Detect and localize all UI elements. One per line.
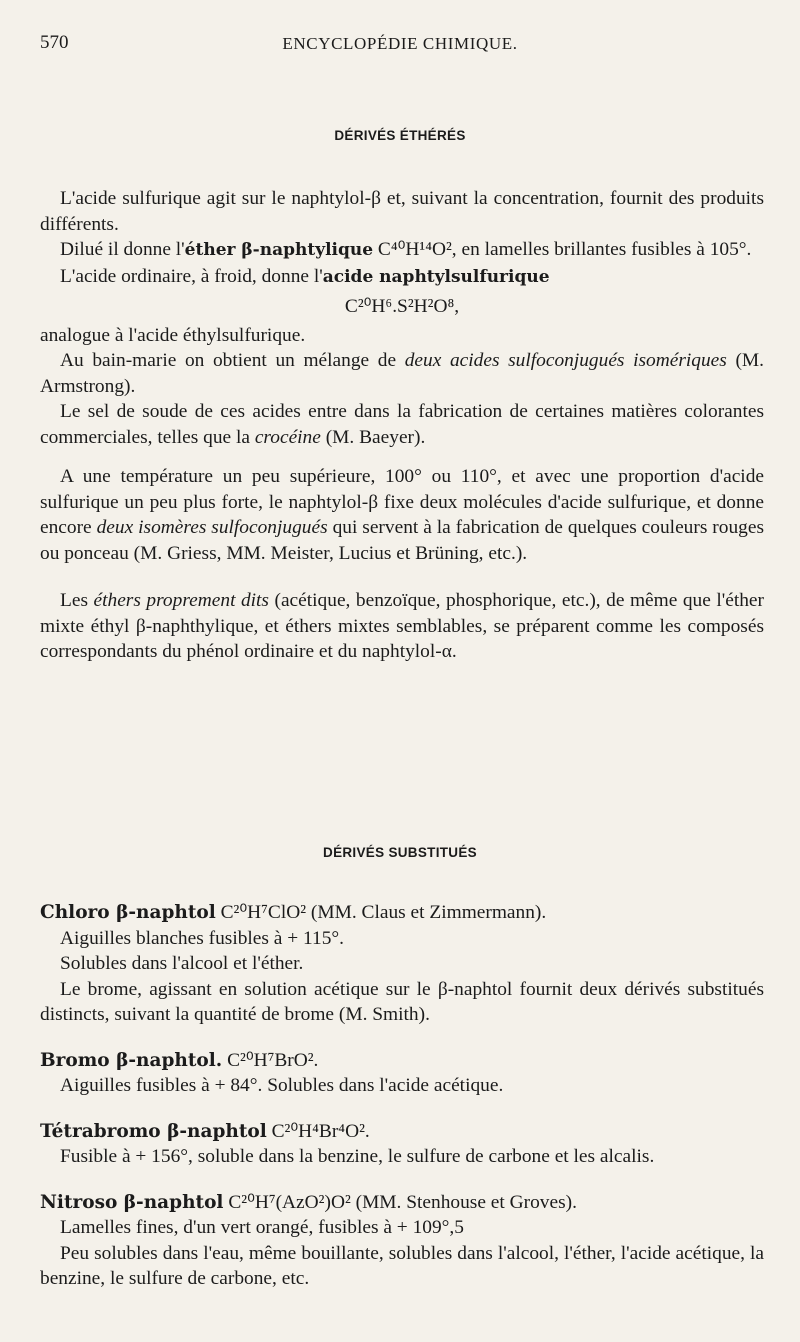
compound-name: Tétrabromo β-naphtol (40, 1120, 267, 1142)
paragraph: Lamelles fines, d'un vert orangé, fusibles à + 109°,5 (60, 1217, 464, 1238)
formula: C²⁰H⁶.S²H²O⁸, (344, 296, 460, 317)
paragraph: Les éthers proprement dits (acétique, benzoïque, phosphorique, etc.), de même que l'éther mixte éthyl β-naphthylique, et éthers mixtes semblables, se préparent comme les composés correspondants du phénol ordinaire et du naphtylol-α. (40, 590, 764, 662)
paragraph: Fusible à + 156°, soluble dans la benzine, le sulfure de carbone et les alcalis. (60, 1146, 655, 1167)
compound-name: Bromo β-naphtol. (40, 1049, 223, 1071)
page-number: 570 (40, 32, 69, 53)
compound-term: éther β-naphtylique (184, 240, 374, 260)
paragraph: Aiguilles blanches fusibles à + 115°. (60, 927, 345, 949)
paragraph: Peu solubles dans l'eau, même bouillante, solubles dans l'alcool, l'éther, l'acide acétique, la benzine, le sulfure de carbone, etc. (40, 1242, 764, 1289)
entry-bromo: Bromo β-naphtol. C²⁰H⁷BrO². (40, 1049, 319, 1071)
running-title: ENCYCLOPÉDIE CHIMIQUE. (282, 34, 518, 53)
entry-tetrabromo: Tétrabromo β-naphtol C²⁰H⁴Br⁴O². (40, 1120, 370, 1142)
compound-name: Chloro β-naphtol (40, 902, 216, 923)
paragraph: Au bain-marie on obtient un mélange de deux acides sulfoconjugués isomériques (M. Armstrong). (40, 350, 765, 397)
section-title-derives-etheres: DÉRIVÉS ÉTHÉRÉS (334, 128, 466, 143)
paragraph: Aiguilles fusibles à + 84°. Solubles dans l'acide acétique. (60, 1075, 504, 1096)
compound-term: acide naphtylsulfurique (322, 266, 550, 287)
paragraph: Le brome, agissant en solution acétique sur le β-naphtol fournit deux dérivés substitués distincts, suivant la quantité de brome (M. Smith). (40, 978, 764, 1025)
ethers-section-body (40, 186, 764, 665)
substitues-section-body (40, 900, 764, 1292)
paragraph: L'acide sulfurique agit sur le naphtylol-β et, suivant la concentration, fournit des produits différents. (40, 188, 764, 235)
entry-chloro: Chloro β-naphtol C²⁰H⁷ClO² (MM. Claus et Zimmermann). (40, 902, 547, 923)
paragraph: Solubles dans l'alcool et l'éther. (60, 953, 304, 974)
paragraph: A une température un peu supérieure, 100° ou 110°, et avec une proportion d'acide sulfurique un peu plus forte, le naphtylol-β fixe deux molécules d'acide sulfurique, et donne encore deux isomères sulfoconjugués qui servent à la fabrication de quelques couleurs rouges ou ponceau (M. Griess, MM. Meister, Lucius et Brüning, etc.). (40, 466, 765, 564)
compound-name: Nitroso β-naphtol (40, 1191, 224, 1213)
entry-nitroso: Nitroso β-naphtol C²⁰H⁷(AzO²)O² (MM. Stenhouse et Groves). (40, 1191, 577, 1213)
paragraph: L'acide ordinaire, à froid, donne l'acide naphtylsulfurique (60, 265, 550, 287)
paragraph: Le sel de soude de ces acides entre dans la fabrication de certaines matières colorantes commerciales, telles que la crocéine (M. Baeyer). (40, 401, 764, 448)
section-title-derives-substitues: DÉRIVÉS SUBSTITUÉS (323, 845, 477, 860)
paragraph: analogue à l'acide éthylsulfurique. (40, 324, 306, 346)
paragraph: Dilué il donne l'éther β-naphtylique C⁴⁰H¹⁴O², en lamelles brillantes fusibles à 105°. (60, 239, 752, 260)
